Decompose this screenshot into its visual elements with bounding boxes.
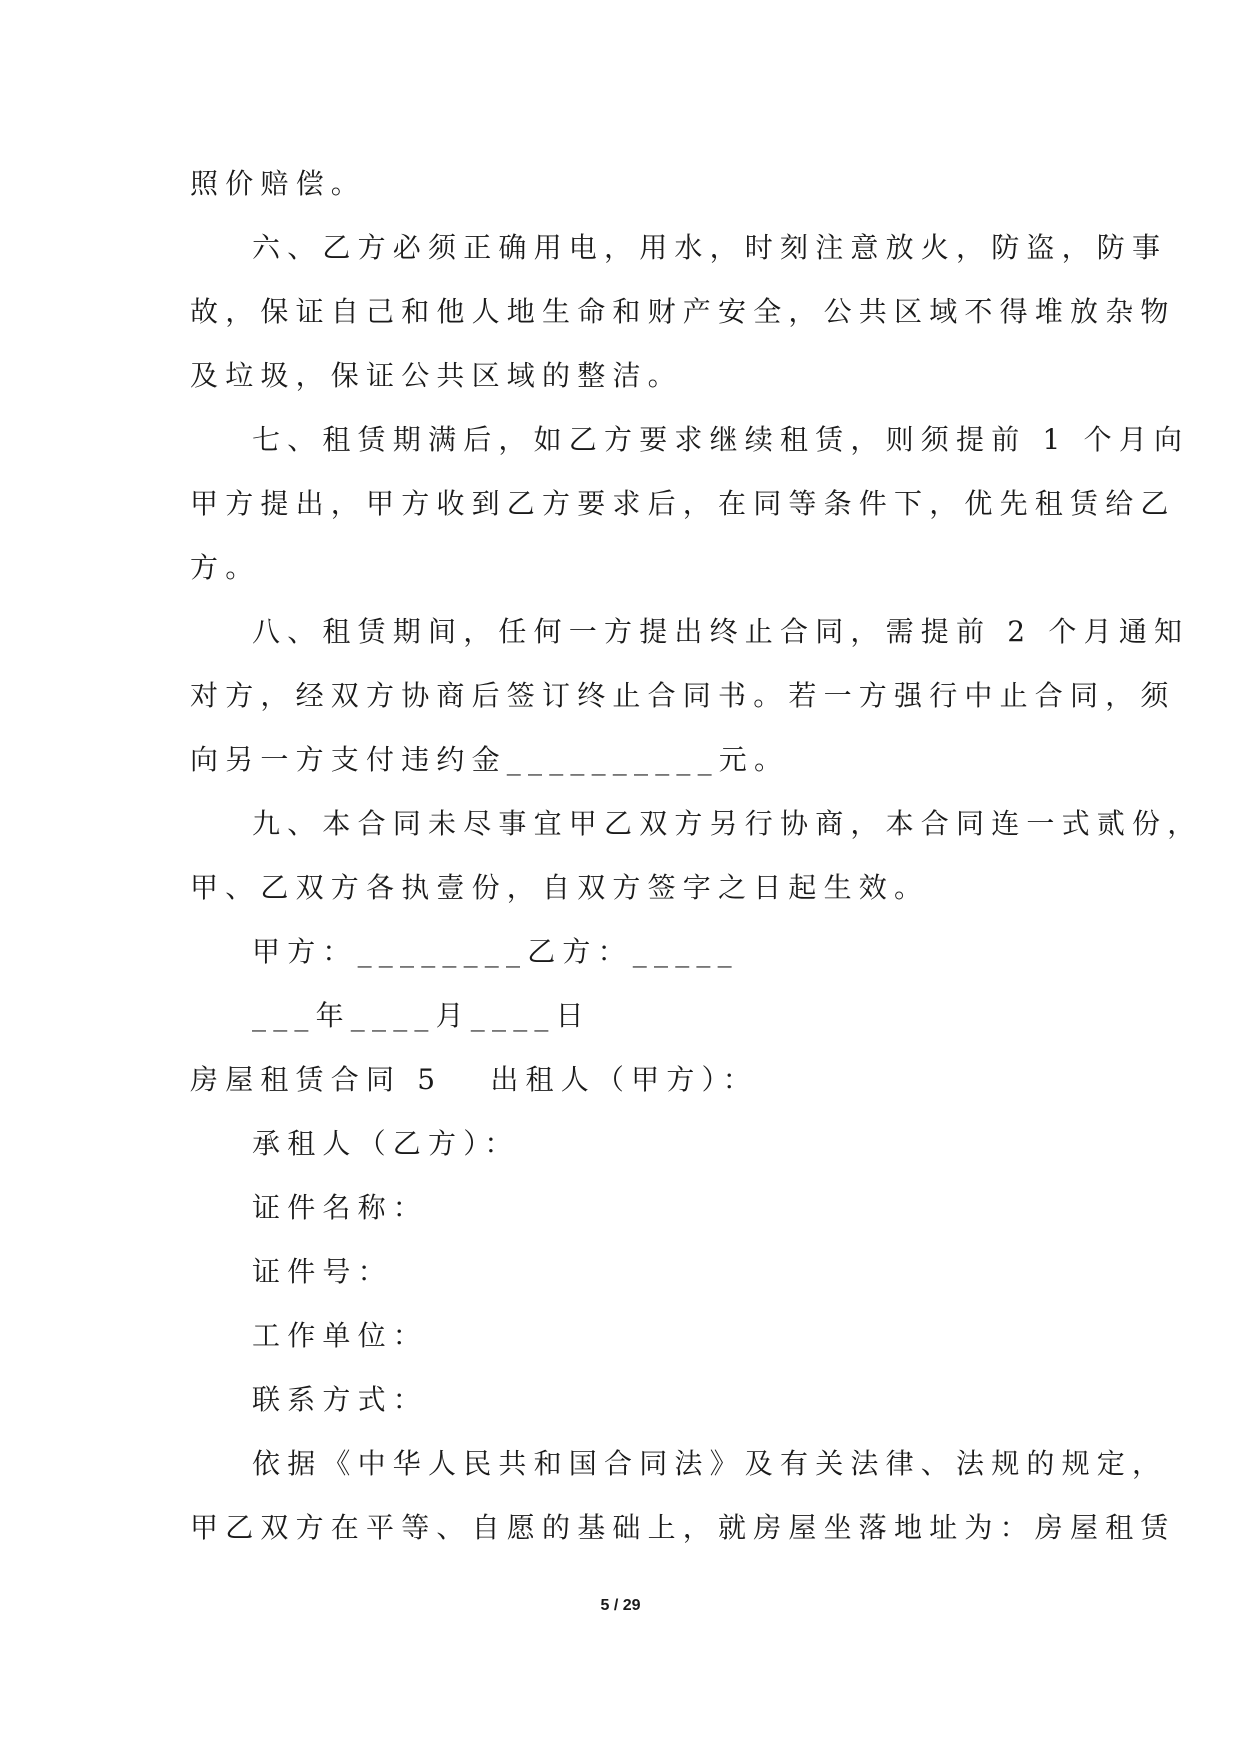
clause-7-line-2: 甲方提出，甲方收到乙方要求后，在同等条件下，优先租赁给乙 [190,487,1176,520]
id-number-label: 证件号： [252,1255,393,1288]
clause-6-line-1: 六、乙方必须正确用电，用水，时刻注意放火，防盗，防事 [252,231,1168,264]
clause-6-line-2: 故，保证自己和他人地生命和财产安全，公共区域不得堆放杂物 [190,295,1176,328]
clause-6-line-3: 及垃圾，保证公共区域的整洁。 [190,359,683,392]
employer-label: 工作单位： [252,1319,429,1352]
signature-line: 甲方：________乙方：_____ [252,935,739,968]
lessor-label: 出租人（甲方）： [490,1063,758,1096]
clause-8-line-3: 向另一方支付违约金__________元。 [190,743,790,776]
date-line: ___年____月____日 [252,999,591,1032]
preamble-line-2: 甲乙双方在平等、自愿的基础上，就房屋坐落地址为：房屋租赁 [190,1511,1176,1544]
clause-8-line-1: 八、租赁期间，任何一方提出终止合同，需提前 2 个月通知 [252,615,1190,648]
clause-9-line-2: 甲、乙双方各执壹份，自双方签字之日起生效。 [190,871,930,904]
contract-title: 房屋租赁合同 5 [190,1063,443,1096]
text-line: 照价赔偿。 [190,167,367,200]
page-number: 5 / 29 [600,1597,641,1614]
clause-7-line-3: 方。 [190,551,261,584]
preamble-line-1: 依据《中华人民共和国合同法》及有关法律、法规的规定， [252,1447,1168,1480]
clause-8-line-2: 对方，经双方协商后签订终止合同书。若一方强行中止合同，须 [190,679,1176,712]
lessee-label: 承租人（乙方）： [252,1127,520,1160]
clause-7-line-1: 七、租赁期满后，如乙方要求继续租赁，则须提前 1 个月向 [252,423,1190,456]
contact-label: 联系方式： [252,1383,429,1416]
contract-heading-line [190,1062,1070,1098]
id-type-label: 证件名称： [252,1191,429,1224]
clause-9-line-1: 九、本合同未尽事宜甲乙双方另行协商，本合同连一式贰份， [252,807,1203,840]
